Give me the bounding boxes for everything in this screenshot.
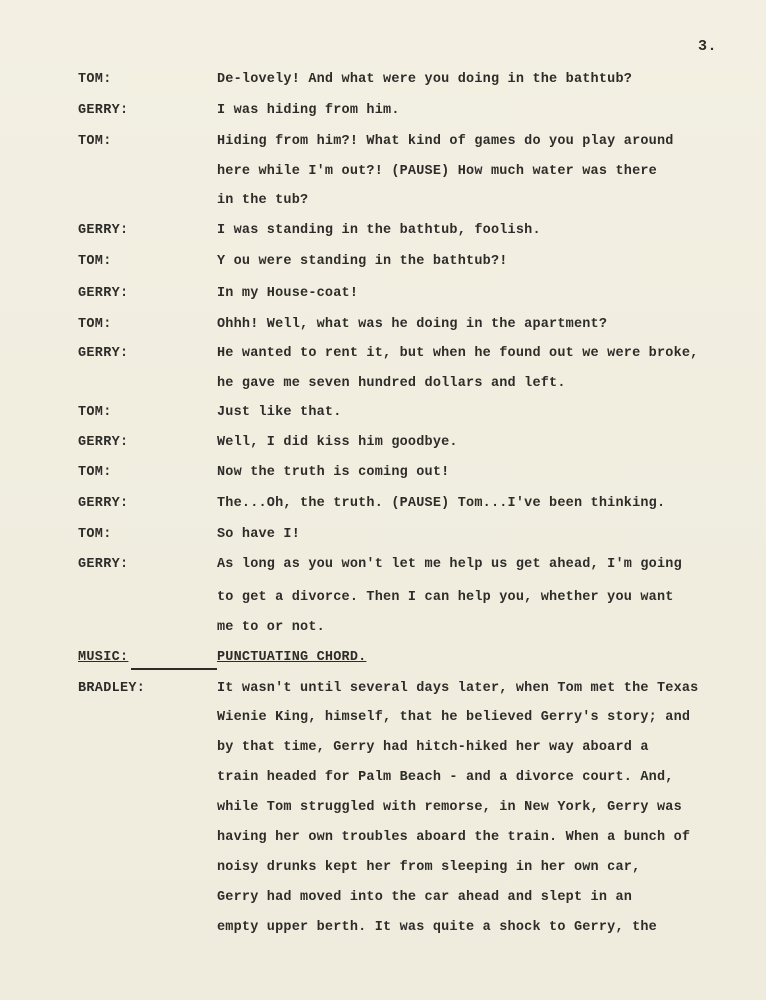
speaker-label: BRADLEY: (78, 681, 146, 696)
narration-line: having her own troubles aboard the train. When a bunch of (217, 830, 691, 845)
speaker-label: GERRY: (78, 496, 129, 511)
speaker-label: TOM: (78, 465, 112, 480)
dialogue-line: he gave me seven hundred dollars and left. (217, 376, 566, 391)
speaker-label: GERRY: (78, 286, 129, 301)
narration-line: train headed for Palm Beach - and a divorce court. And, (217, 770, 674, 785)
speaker-label: TOM: (78, 405, 112, 420)
speaker-label: TOM: (78, 134, 112, 149)
page-number: 3. (698, 38, 718, 55)
dialogue-line: As long as you won't let me help us get ahead, I'm going (217, 557, 682, 572)
dialogue-line: I was standing in the bathtub, foolish. (217, 223, 541, 238)
narration-line: by that time, Gerry had hitch-hiked her way aboard a (217, 740, 649, 755)
underline-rule (131, 668, 217, 670)
narration-line: It wasn't until several days later, when Tom met the Texas (217, 681, 699, 696)
dialogue-line: in the tub? (217, 193, 309, 208)
speaker-label: GERRY: (78, 346, 129, 361)
narration-line: while Tom struggled with remorse, in New York, Gerry was (217, 800, 682, 815)
music-cue-text: PUNCTUATING CHORD. (217, 650, 367, 665)
dialogue-line: So have I! (217, 527, 301, 542)
speaker-label: TOM: (78, 254, 112, 269)
speaker-label: TOM: (78, 527, 112, 542)
music-cue-label: MUSIC: (78, 650, 129, 665)
dialogue-line: to get a divorce. Then I can help you, whether you want (217, 590, 674, 605)
dialogue-line: Y ou were standing in the bathtub?! (217, 254, 508, 269)
dialogue-line: Just like that. (217, 405, 342, 420)
dialogue-line: here while I'm out?! (PAUSE) How much water was there (217, 164, 657, 179)
narration-line: noisy drunks kept her from sleeping in her own car, (217, 860, 641, 875)
dialogue-line: I was hiding from him. (217, 103, 400, 118)
dialogue-line: Ohhh! Well, what was he doing in the apartment? (217, 317, 608, 332)
dialogue-line: Now the truth is coming out! (217, 465, 450, 480)
narration-line: Wienie King, himself, that he believed Gerry's story; and (217, 710, 691, 725)
speaker-label: GERRY: (78, 103, 129, 118)
dialogue-line: me to or not. (217, 620, 325, 635)
narration-line: empty upper berth. It was quite a shock to Gerry, the (217, 920, 657, 935)
dialogue-line: Well, I did kiss him goodbye. (217, 435, 458, 450)
dialogue-line: De-lovely! And what were you doing in the bathtub? (217, 72, 633, 87)
speaker-label: GERRY: (78, 435, 129, 450)
speaker-label: TOM: (78, 72, 112, 87)
speaker-label: TOM: (78, 317, 112, 332)
dialogue-line: In my House-coat! (217, 286, 359, 301)
narration-line: Gerry had moved into the car ahead and slept in an (217, 890, 633, 905)
dialogue-line: The...Oh, the truth. (PAUSE) Tom...I've been thinking. (217, 496, 666, 511)
dialogue-line: Hiding from him?! What kind of games do you play around (217, 134, 674, 149)
speaker-label: GERRY: (78, 557, 129, 572)
speaker-label: GERRY: (78, 223, 129, 238)
dialogue-line: He wanted to rent it, but when he found out we were broke, (217, 346, 699, 361)
